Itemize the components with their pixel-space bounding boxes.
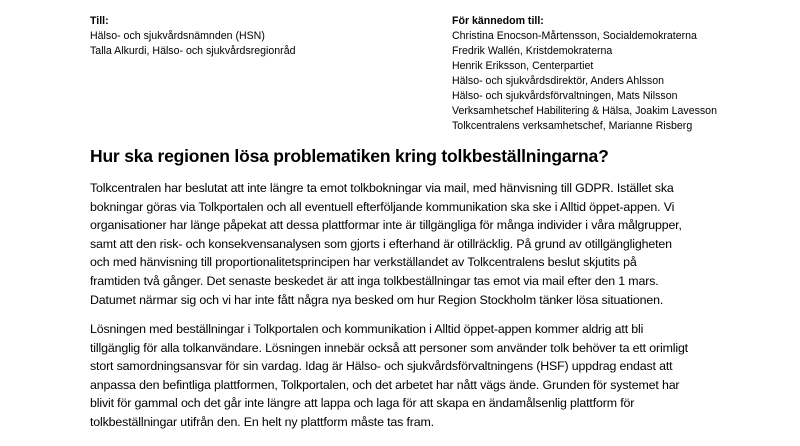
paragraph-line: Tolkcentralen har beslutat att inte längre ta emot tolkbokningar via mail, med hänvisning till GDPR. Istället ska (90, 181, 674, 195)
paragraph-line: blivit för gammal och det går inte längre att lappa och laga för att skapa en ändamålsenlig plattform för (90, 396, 635, 411)
recipients-title: Till: (90, 15, 109, 27)
paragraph-line: Lösningen med beställningar i Tolkportalen och kommunikation i Alltid öppet-appen kommer aldrig att bli (90, 322, 644, 336)
cc-block (452, 14, 782, 134)
recipient-line: Hälso- och sjukvårdsnämnden (HSN) (90, 30, 265, 42)
cc-line: Tolkcentralens verksamhetschef, Marianne Risberg (452, 120, 693, 132)
paragraph-line: framtiden två gånger. Det senaste beskedet är att inga tolkbeställningar tas emot via mail efter den 1 mars. (90, 273, 659, 288)
paragraph-line: och med hänvisning till proportionalitetsprincipen har verkställandet av Tolkcentralens beslut skjutits på (90, 255, 637, 270)
paragraph-line: stort samordningsansvar för sin vardag. Idag är Hälso- och sjukvårdsförvaltningens (HSF) uppdrag endast att (90, 359, 673, 374)
recipients-block (90, 14, 430, 59)
cc-line: Christina Enocson-Mårtensson, Socialdemokraterna (452, 30, 697, 42)
cc-line: Verksamhetschef Habilitering & Hälsa, Joakim Lavesson (452, 105, 717, 117)
paragraph-line: tolkbeställningar utifrån den. En helt ny plattform måste tas fram. (90, 414, 434, 429)
recipient-line: Talla Alkurdi, Hälso- och sjukvårdsregionråd (90, 45, 296, 57)
paragraph-line: organisationer har länge påpekat att dessa plattformar inte är tillgängliga för många individer i våra målgrupper, (90, 218, 682, 233)
cc-line: Hälso- och sjukvårdsförvaltningen, Mats Nilsson (452, 90, 678, 102)
paragraph-line: Datumet närmar sig och vi har inte fått några nya besked om hur Region Stockholm tänker lösa situationen. (90, 292, 664, 307)
cc-line: Fredrik Wallén, Kristdemokraterna (452, 45, 613, 57)
paragraph-2 (90, 320, 770, 432)
cc-title: För kännedom till: (452, 15, 544, 27)
document-heading: Hur ska regionen lösa problematiken kring tolkbeställningarna? (90, 146, 609, 166)
cc-line: Hälso- och sjukvårdsdirektör, Anders Ahlsson (452, 75, 664, 87)
paragraph-line: samt att den risk- och konsekvensanalysen som gjorts i efterhand är otillräcklig. På grund av otillgängligheten (90, 236, 672, 251)
paragraph-1 (90, 179, 770, 309)
paragraph-line: bokningar göras via Tolkportalen och all eventuell efterföljande kommunikation ska ske i Alltid öppet-appen. Vi (90, 199, 675, 214)
paragraph-line: tillgänglig för alla tolkanvändare. Lösningen innebär också att personer som använder tolk behöver ta ett orimligt (90, 340, 688, 355)
paragraph-line: anpassa den befintliga plattformen, Tolkportalen, och det arbetet har nått vägs ände. Grunden för systemet har (90, 377, 680, 392)
cc-line: Henrik Eriksson, Centerpartiet (452, 60, 594, 72)
